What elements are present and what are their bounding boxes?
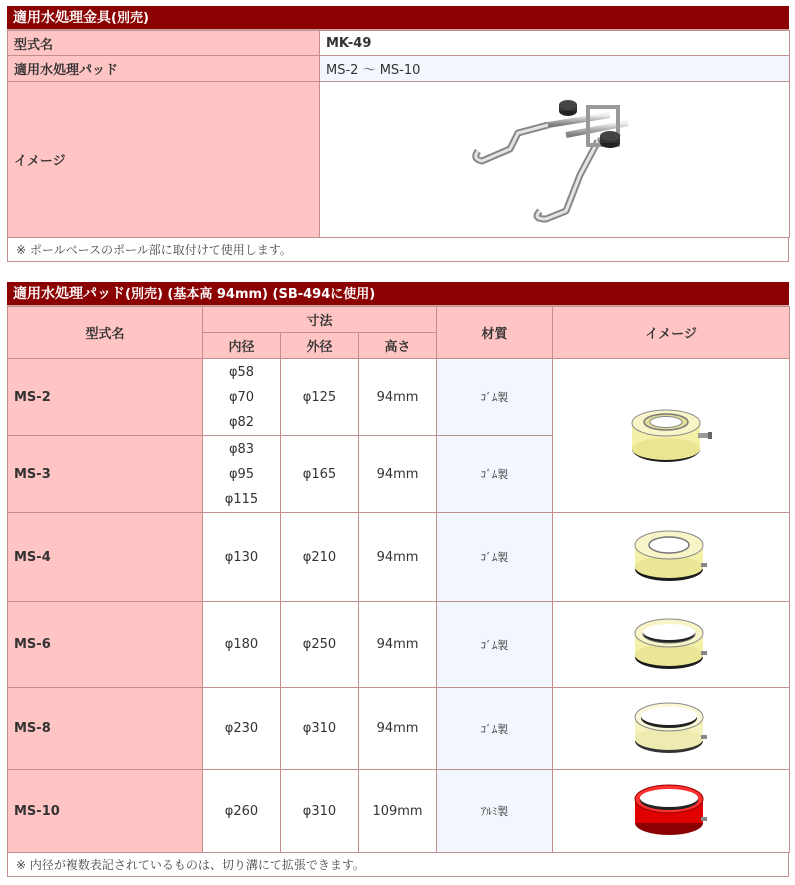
height-cell: 94mm <box>359 688 437 770</box>
material-cell: ｺﾞﾑ製 <box>437 602 553 688</box>
col-image: イメージ <box>553 307 790 359</box>
table-row <box>8 513 790 602</box>
inner-value: φ95 <box>228 466 255 482</box>
material-cell: ｺﾞﾑ製 <box>437 436 553 513</box>
height-cell: 94mm <box>359 436 437 513</box>
bracket-section <box>7 6 789 262</box>
model-cell: MS-10 <box>8 770 203 853</box>
ms10-image-cell <box>553 770 790 853</box>
pad-section-title-suffix: (別売) (基本高 94mm) (SB-494に使用) <box>125 287 376 302</box>
inner-value: φ70 <box>228 389 255 405</box>
ms10-pad-image <box>631 777 711 841</box>
ms2-ms3-image-cell <box>553 359 790 513</box>
model-cell: MS-3 <box>8 436 203 513</box>
ms8-image-cell <box>553 688 790 770</box>
ms8-pad-image <box>631 695 711 759</box>
outer-cell: φ210 <box>281 513 359 602</box>
bracket-section-header <box>7 6 789 30</box>
bracket-image-cell <box>320 82 790 238</box>
table-row <box>8 688 790 770</box>
bracket-note: ※ ポールベースのポール部に取付けて使用します。 <box>7 238 789 262</box>
table-row <box>8 307 790 333</box>
pad-value: MS-2 〜 MS-10 <box>320 56 790 82</box>
table-row <box>8 359 790 436</box>
col-material: 材質 <box>437 307 553 359</box>
model-label: 型式名 <box>8 31 320 56</box>
pad-section-title: 適用水処理パッド <box>13 286 125 302</box>
outer-cell: φ250 <box>281 602 359 688</box>
bracket-section-title: 適用水処理金具 <box>13 10 111 26</box>
material-cell: ｱﾙﾐ製 <box>437 770 553 853</box>
ms2-pad-image <box>626 399 716 469</box>
material-cell: ｺﾞﾑ製 <box>437 688 553 770</box>
model-cell: MS-2 <box>8 359 203 436</box>
inner-value: φ58 <box>228 364 255 380</box>
bracket-image <box>470 93 640 223</box>
model-cell: MS-6 <box>8 602 203 688</box>
inner-cell: φ230 <box>203 688 281 770</box>
inner-value: φ83 <box>228 441 255 457</box>
material-cell: ｺﾞﾑ製 <box>437 513 553 602</box>
ms4-image-cell <box>553 513 790 602</box>
outer-cell: φ310 <box>281 770 359 853</box>
model-cell: MS-4 <box>8 513 203 602</box>
ms6-pad-image <box>631 611 711 675</box>
pad-spec-table <box>7 306 790 853</box>
inner-cell: φ130 <box>203 513 281 602</box>
image-label: イメージ <box>8 82 320 238</box>
table-row <box>8 31 790 56</box>
inner-cell: φ260 <box>203 770 281 853</box>
outer-cell: φ310 <box>281 688 359 770</box>
col-outer: 外径 <box>281 333 359 359</box>
inner-cell <box>203 359 281 436</box>
inner-cell <box>203 436 281 513</box>
table-row <box>8 602 790 688</box>
bracket-section-title-suffix: (別売) <box>111 11 149 26</box>
height-cell: 94mm <box>359 602 437 688</box>
col-dims: 寸法 <box>203 307 437 333</box>
material-cell: ｺﾞﾑ製 <box>437 359 553 436</box>
inner-cell: φ180 <box>203 602 281 688</box>
height-cell: 109mm <box>359 770 437 853</box>
table-row <box>8 770 790 853</box>
pad-note: ※ 内径が複数表記されているものは、切り溝にて拡張できます。 <box>7 853 789 877</box>
model-cell: MS-8 <box>8 688 203 770</box>
ms4-pad-image <box>631 523 711 587</box>
inner-value: φ115 <box>224 491 259 507</box>
pad-label: 適用水処理パッド <box>8 56 320 82</box>
ms6-image-cell <box>553 602 790 688</box>
height-cell: 94mm <box>359 359 437 436</box>
outer-cell: φ125 <box>281 359 359 436</box>
pad-section-header <box>7 282 789 306</box>
bracket-spec-table <box>7 30 790 238</box>
height-cell: 94mm <box>359 513 437 602</box>
col-inner: 内径 <box>203 333 281 359</box>
col-height: 高さ <box>359 333 437 359</box>
outer-cell: φ165 <box>281 436 359 513</box>
table-row <box>8 56 790 82</box>
pad-section <box>7 282 789 877</box>
model-value: MK-49 <box>320 31 790 56</box>
inner-value: φ82 <box>228 414 255 430</box>
col-model: 型式名 <box>8 307 203 359</box>
table-row <box>8 82 790 238</box>
